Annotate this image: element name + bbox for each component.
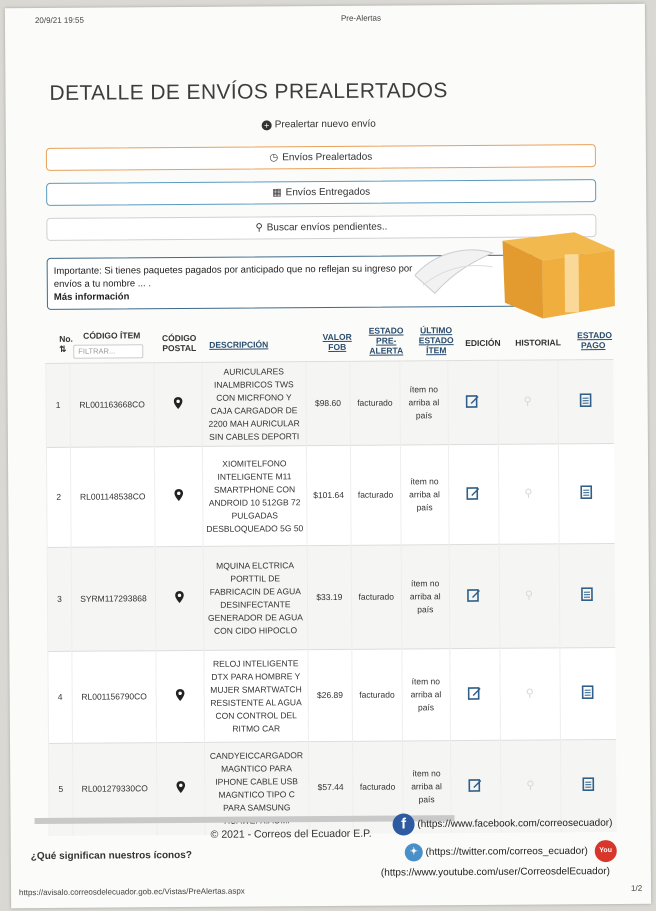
edit-cell[interactable] xyxy=(450,648,501,740)
map-pin-icon[interactable] xyxy=(176,781,185,793)
edit-cell[interactable] xyxy=(448,360,499,444)
code-filter-input[interactable]: FILTRAR... xyxy=(73,344,143,358)
map-pin-icon[interactable] xyxy=(174,489,183,501)
edit-cell[interactable] xyxy=(448,444,499,544)
history-search-icon[interactable]: ⚲ xyxy=(526,779,535,792)
twitter-icon: ✦ xyxy=(405,843,423,861)
history-cell[interactable] xyxy=(499,544,560,648)
fob-value: $33.19 xyxy=(307,545,352,649)
receipt-icon[interactable] xyxy=(579,393,593,407)
postal-pin[interactable] xyxy=(155,546,204,650)
sort-icon[interactable]: ⇅ xyxy=(59,343,67,354)
search-pending-button[interactable]: ⚲ Buscar envíos pendientes.. xyxy=(46,214,596,241)
header-item-status[interactable]: ÚLTIMO ESTADO ÍTEM xyxy=(418,325,454,356)
postal-pin[interactable] xyxy=(154,362,203,446)
item-code: SYRM117293868 xyxy=(71,547,156,652)
delivered-shipments-button[interactable]: ▦ Envíos Entregados xyxy=(46,179,596,206)
history-cell[interactable] xyxy=(499,648,560,740)
header-description[interactable]: DESCRIPCIÓN xyxy=(209,339,269,350)
header-history: HISTORIAL xyxy=(515,337,561,348)
header-code: CÓDIGO ÍTEM xyxy=(83,330,141,341)
item-description: AURICULARES INALMBRICOS TWS CON MICRFONO Y CAJA CARGADOR DE 2200 MAH AURICULAR SIN CABLES DEPORTI xyxy=(202,362,307,447)
twitter-link[interactable]: ✦ (https://twitter.com/correos_ecuador) You xyxy=(405,840,617,863)
header-payment[interactable]: ESTADO PAGO xyxy=(577,330,612,351)
copyright: © 2021 - Correos del Ecuador E.P. xyxy=(210,827,372,841)
table-header xyxy=(45,316,613,362)
page-title: DETALLE DE ENVÍOS PREALERTADOS xyxy=(49,79,448,105)
postal-pin[interactable] xyxy=(154,446,203,546)
history-search-icon[interactable]: ⚲ xyxy=(524,589,534,602)
fob-value: $101.64 xyxy=(306,445,351,545)
history-search-icon[interactable]: ⚲ xyxy=(525,687,534,700)
facebook-icon: f xyxy=(392,813,414,835)
row-number: 3 xyxy=(47,547,72,651)
row-number: 2 xyxy=(46,447,71,547)
payment-cell[interactable] xyxy=(557,360,614,444)
fob-value: $26.89 xyxy=(308,649,353,741)
print-title: Pre-Alertas xyxy=(340,13,381,23)
history-cell[interactable] xyxy=(498,444,559,544)
row-number: 5 xyxy=(49,743,74,835)
prealert-status: facturado xyxy=(350,445,401,545)
youtube-link[interactable]: (https://www.youtube.com/user/CorreosdelEcuador) xyxy=(380,866,610,879)
postal-pin[interactable] xyxy=(156,650,205,742)
header-prealert-status[interactable]: ESTADO PRE-ALERTA xyxy=(368,325,404,356)
prealert-status: facturado xyxy=(352,649,403,741)
table-row xyxy=(46,360,614,448)
prealert-status: facturado xyxy=(351,545,402,649)
map-pin-icon[interactable] xyxy=(173,397,182,409)
item-description: RELOJ INTELIGENTE DTX PARA HOMBRE Y MUJER SMARTWATCH RESISTENTE AL AGUA CON CONTROL DEL RITMO CAR xyxy=(204,650,309,743)
flying-box-illustration xyxy=(414,222,615,323)
item-description: MQUINA ELCTRICA PORTTIL DE FABRICACIN DE AGUA DESINFECTANTE GENERADOR DE AGUA CON CIDO HIPOCLO xyxy=(203,546,308,651)
notice-text: Importante: Si tienes paquetes pagados por anticipado que no reflejan su ingreso por envíos a tu nombre ... . xyxy=(53,263,413,290)
header-postal: CÓDIGO POSTAL xyxy=(161,332,197,354)
item-status: ítem no arriba al país xyxy=(400,445,449,545)
payment-cell[interactable] xyxy=(559,647,616,739)
plus-circle-icon: + xyxy=(262,120,272,130)
print-datetime: 20/9/21 19:55 xyxy=(34,15,84,26)
item-description: CANDYEICCARGADOR MAGNTICO PARA IPHONE CABLE USB MAGNTICO TIPO C PARA SAMSUNG xyxy=(204,742,309,835)
print-page-number: 1/2 xyxy=(630,883,643,893)
prealert-status: facturado xyxy=(352,741,403,833)
edit-icon[interactable] xyxy=(466,485,480,499)
item-description: XIOMITELFONO INTELIGENTE M11 SMARTPHONE CON ANDROID 10 512GB 72 PULGADAS DESBLOQUEADO 5G 50 xyxy=(202,446,307,547)
table-row xyxy=(46,444,614,548)
prealerted-shipments-button[interactable]: ◷ Envíos Prealertados xyxy=(46,144,596,171)
edit-icon[interactable] xyxy=(468,778,482,792)
printed-page xyxy=(5,4,651,908)
header-value[interactable]: VALOR FOB xyxy=(322,331,352,352)
edit-cell[interactable] xyxy=(449,544,500,648)
receipt-icon[interactable] xyxy=(581,777,595,791)
item-code: RL001148538CO xyxy=(70,447,155,548)
fob-value: $98.60 xyxy=(306,361,351,445)
print-url: https://avisalo.correosdelecuador.gob.ec/Vistas/PreAlertas.aspx xyxy=(19,886,245,898)
table-row xyxy=(48,647,616,743)
facebook-link[interactable]: f (https://www.facebook.com/correosecuador) xyxy=(392,812,612,836)
icons-meaning-link[interactable]: ¿Qué significan nuestros íconos? xyxy=(30,849,192,863)
item-code: RL001156790CO xyxy=(72,651,157,744)
header-edit: EDICIÓN xyxy=(465,337,501,349)
history-search-icon[interactable]: ⚲ xyxy=(524,487,533,500)
item-code: RL001163668CO xyxy=(70,363,155,448)
more-info-link[interactable]: Más información xyxy=(53,291,130,303)
shipments-table xyxy=(45,359,616,835)
row-number: 1 xyxy=(46,363,71,447)
calendar-icon: ▦ xyxy=(272,187,282,199)
row-number: 4 xyxy=(48,651,73,743)
item-status: ítem no arriba al país xyxy=(401,545,450,649)
history-search-icon[interactable]: ⚲ xyxy=(523,395,532,408)
youtube-icon: You xyxy=(595,840,617,862)
clock-icon: ◷ xyxy=(269,152,279,164)
receipt-icon[interactable] xyxy=(580,587,594,601)
fob-value: $57.44 xyxy=(308,741,353,833)
history-cell[interactable] xyxy=(497,360,557,444)
item-status: ítem no arriba al país xyxy=(402,741,451,833)
header-no: No. xyxy=(59,333,73,344)
table-row xyxy=(47,544,615,652)
item-status: ítem no arriba al país xyxy=(400,361,449,445)
payment-cell[interactable] xyxy=(559,544,616,648)
prealert-status: facturado xyxy=(350,361,401,445)
payment-cell[interactable] xyxy=(558,444,615,544)
receipt-icon[interactable] xyxy=(579,485,593,499)
edit-icon[interactable] xyxy=(467,587,481,601)
map-pin-icon[interactable] xyxy=(175,689,184,701)
edit-icon[interactable] xyxy=(466,393,480,407)
item-status: ítem no arriba al país xyxy=(402,649,451,741)
search-icon: ⚲ xyxy=(255,222,263,234)
edit-icon[interactable] xyxy=(468,685,482,699)
receipt-icon[interactable] xyxy=(581,685,595,699)
item-code: RL001279330CO xyxy=(72,743,157,836)
new-shipment-link[interactable]: + Prealertar nuevo envío xyxy=(262,119,376,131)
map-pin-icon[interactable] xyxy=(175,591,184,603)
